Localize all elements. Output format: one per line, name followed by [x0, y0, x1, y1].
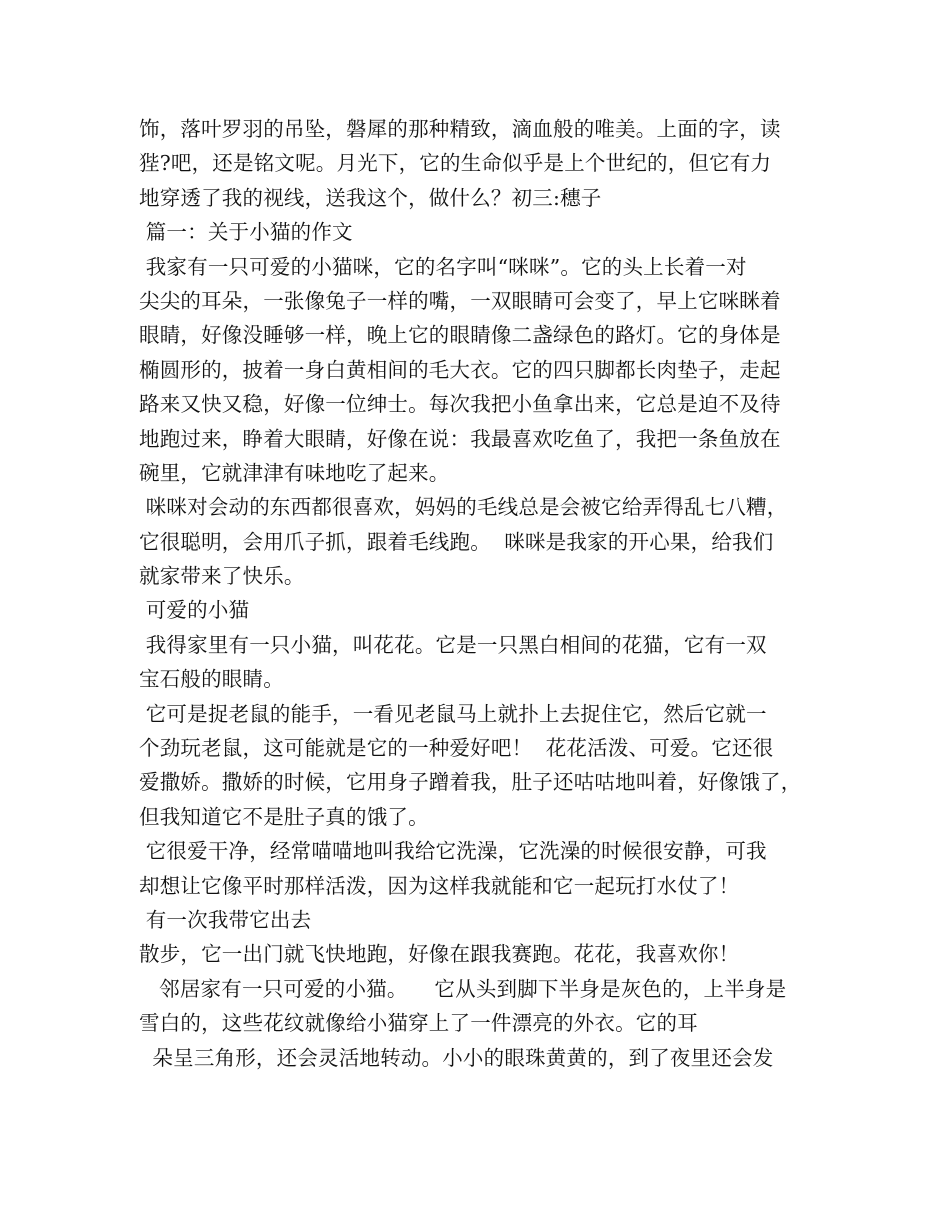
text-line: 但我知道它不是肚子真的饿了。 [139, 804, 429, 829]
text-line: 邻居家有一只可爱的小猫。 它从头到脚下半身是灰色的，上半身是 [139, 976, 787, 1001]
text-line: 地穿透了我的视线，送我这个，做什么？初三:穗子 [139, 185, 602, 210]
essay-text-block [139, 112, 839, 1075]
text-line: 它很聪明，会用爪子抓，跟着毛线跑。 咪咪是我家的开心果，给我们 [139, 529, 774, 554]
text-line: 尖尖的耳朵，一张像兔子一样的嘴，一双眼睛可会变了，早上它咪眯着 [139, 288, 781, 313]
text-line: 椭圆形的，披着一身白黄相间的毛大衣。它的四只脚都长肉垫子，走起 [139, 357, 781, 382]
text-line: 朵呈三角形，还会灵活地转动。小小的眼珠黄黄的，到了夜里还会发 [139, 1045, 774, 1070]
section-heading: 可爱的小猫 [139, 598, 250, 623]
text-line: 我得家里有一只小猫，叫花花。它是一只黑白相间的花猫，它有一双 [139, 632, 767, 657]
text-line: 狴?吧，还是铭文呢。月光下，它的生命似乎是上个世纪的，但它有力 [139, 151, 772, 176]
text-line: 路来又快又稳，好像一位绅士。每次我把小鱼拿出来，它总是迫不及待 [139, 392, 781, 417]
text-line: 它可是捉老鼠的能手，一看见老鼠马上就扑上去捉住它，然后它就一 [139, 701, 767, 726]
text-line: 个劲玩老鼠，这可能就是它的一种爱好吧！ 花花活泼、可爱。它还很 [139, 736, 774, 761]
text-line: 爱撒娇。撒娇的时候，它用身子蹭着我，肚子还咕咕地叫着，好像饿了， [139, 770, 802, 795]
text-line: 饰，落叶罗羽的吊坠，磐犀的那种精致，滴血般的唯美。上面的字，读 [139, 117, 781, 141]
text-line: 雪白的，这些花纹就像给小猫穿上了一件漂亮的外衣。它的耳 [139, 1011, 698, 1036]
text-line: 却想让它像平时那样活泼，因为这样我就能和它一起玩打水仗了！ [139, 873, 740, 898]
section-heading: 篇一：关于小猫的作文 [139, 220, 353, 245]
text-line: 地跑过来，睁着大眼睛，好像在说：我最喜欢吃鱼了，我把一条鱼放在 [139, 426, 781, 451]
text-line: 宝石般的眼睛。 [139, 667, 284, 692]
text-line: 它很爱干净，经常喵喵地叫我给它洗澡，它洗澡的时候很安静，可我 [139, 839, 767, 864]
text-line: 我家有一只可爱的小猫咪，它的名字叫“咪咪”。它的头上长着一对 [139, 254, 747, 279]
text-line: 散步，它一出门就飞快地跑，好像在跟我赛跑。花花，我喜欢你！ [139, 942, 740, 967]
text-line: 咪咪对会动的东西都很喜欢，妈妈的毛线总是会被它给弄得乱七八糟， [139, 495, 788, 520]
text-line: 碗里，它就津津有味地吃了起来。 [139, 460, 450, 485]
text-line: 有一次我带它出去 [139, 907, 312, 932]
text-line: 就家带来了快乐。 [139, 564, 305, 589]
text-line: 眼睛，好像没睡够一样，晚上它的眼睛像二盏绿色的路灯。它的身体是 [139, 323, 781, 348]
